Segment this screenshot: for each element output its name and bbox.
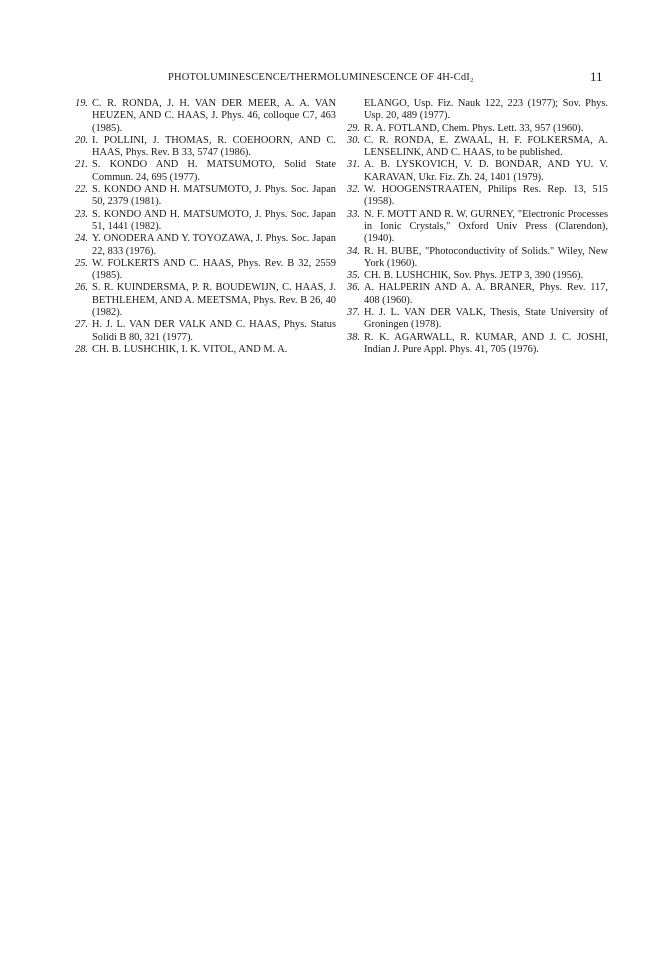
reference-entry xyxy=(344,98,608,123)
reference-number: 31. xyxy=(347,159,360,171)
reference-entry xyxy=(344,282,608,307)
reference-text: H. J. L. VAN DER VALK AND C. HAAS, Phys. Status Solidi B 80, 321 (1977). xyxy=(92,319,336,343)
reference-entry xyxy=(72,135,336,160)
reference-entry xyxy=(72,233,336,258)
reference-text: W. HOOGENSTRAATEN, Philips Res. Rep. 13, 515 (1958). xyxy=(364,184,608,208)
reference-number: 38. xyxy=(347,331,360,343)
reference-text: H. J. L. VAN DER VALK, Thesis, State University of Groningen (1978). xyxy=(364,307,608,331)
reference-text: S. KONDO AND H. MATSUMOTO, J. Phys. Soc. Japan 50, 2379 (1981). xyxy=(92,184,336,208)
reference-entry xyxy=(344,135,608,160)
reference-entry xyxy=(344,159,608,184)
running-title: PHOTOLUMINESCENCE/THERMOLUMINESCENCE OF 4H-CdI₂ xyxy=(168,72,474,83)
reference-entry xyxy=(344,184,608,209)
reference-entry xyxy=(344,307,608,332)
references-right-column xyxy=(344,98,608,356)
reference-entry xyxy=(344,270,608,282)
reference-entry xyxy=(72,319,336,344)
reference-text: C. R. RONDA, J. H. VAN DER MEER, A. A. VAN HEUZEN, AND C. HAAS, J. Phys. 46, colloque C7, 463 (1985). xyxy=(92,98,336,134)
reference-text: CH. B. LUSHCHIK, Sov. Phys. JETP 3, 390 (1956). xyxy=(364,270,584,282)
reference-entry xyxy=(344,332,608,357)
reference-number: 22. xyxy=(75,184,88,196)
reference-text: C. R. RONDA, E. ZWAAL, H. F. FOLKERSMA, A. LENSELINK, AND C. HAAS, to be published. xyxy=(364,134,608,159)
reference-text: R. H. BUBE, "Photoconductivity of Solids." Wiley, New York (1960). xyxy=(364,245,608,269)
reference-text: Y. ONODERA AND Y. TOYOZAWA, J. Phys. Soc. Japan 22, 833 (1976). xyxy=(92,233,336,257)
reference-text: S. R. KUINDERSMA, P. R. BOUDEWIJN, C. HAAS, J. BETHLEHEM, AND A. MEETSMA, Phys. Rev. B 26, 40 (1982). xyxy=(92,282,336,319)
reference-entry xyxy=(72,344,336,356)
reference-number: 37. xyxy=(347,307,360,319)
reference-number: 19. xyxy=(75,98,88,109)
reference-text: N. F. MOTT AND R. W. GURNEY, "Electronic Processes in Ionic Crystals," Oxford Univ Press (Clarendon), (1940). xyxy=(364,208,608,245)
reference-number: 32. xyxy=(347,184,360,196)
reference-entry xyxy=(72,184,336,209)
reference-entry xyxy=(72,98,336,135)
references-left-column xyxy=(72,98,336,356)
reference-number: 24. xyxy=(75,233,88,245)
page-number: 11 xyxy=(590,69,603,84)
reference-text: W. FOLKERTS AND C. HAAS, Phys. Rev. B 32, 2559 (1985). xyxy=(92,257,336,282)
reference-entry xyxy=(72,209,336,234)
reference-number: 23. xyxy=(75,208,88,220)
reference-entry xyxy=(344,209,608,246)
reference-text: CH. B. LUSHCHIK, I. K. VITOL, AND M. A. xyxy=(92,343,288,355)
reference-number: 25. xyxy=(75,257,88,269)
reference-number: 20. xyxy=(75,134,88,146)
reference-text: I. POLLINI, J. THOMAS, R. COEHOORN, AND C. HAAS, Phys. Rev. B 33, 5747 (1986). xyxy=(92,134,336,159)
reference-number: 29. xyxy=(347,122,360,134)
reference-entry xyxy=(72,159,336,184)
reference-number: 34. xyxy=(347,245,360,257)
reference-text: A. B. LYSKOVICH, V. D. BONDAR, AND YU. V. KARAVAN, Ukr. Fiz. Zh. 24, 1401 (1979). xyxy=(364,159,608,183)
reference-entry xyxy=(344,246,608,271)
reference-number: 35. xyxy=(347,270,360,282)
reference-number: 26. xyxy=(75,282,88,294)
reference-number: 27. xyxy=(75,319,88,331)
reference-text: S. KONDO AND H. MATSUMOTO, J. Phys. Soc. Japan 51, 1441 (1982). xyxy=(92,208,336,232)
reference-entry xyxy=(72,258,336,283)
reference-number: 36. xyxy=(347,282,360,294)
reference-entry xyxy=(344,123,608,135)
reference-text: R. A. FOTLAND, Chem. Phys. Lett. 33, 957 (1960). xyxy=(364,122,584,134)
reference-text: S. KONDO AND H. MATSUMOTO, Solid State Commun. 24, 695 (1977). xyxy=(92,159,336,183)
reference-text: ELANGO, Usp. Fiz. Nauk 122, 223 (1977); Sov. Phys. Usp. 20, 489 (1977). xyxy=(364,98,608,122)
reference-number: 33. xyxy=(347,208,360,220)
reference-text: R. K. AGARWALL, R. KUMAR, AND J. C. JOSHI, Indian J. Pure Appl. Phys. 41, 705 (1976). xyxy=(364,331,608,355)
reference-number: 30. xyxy=(347,134,360,146)
reference-number: 28. xyxy=(75,343,88,355)
reference-number: 21. xyxy=(75,159,88,171)
reference-text: A. HALPERIN AND A. A. BRANER, Phys. Rev. 117, 408 (1960). xyxy=(364,282,608,306)
reference-entry xyxy=(72,282,336,319)
